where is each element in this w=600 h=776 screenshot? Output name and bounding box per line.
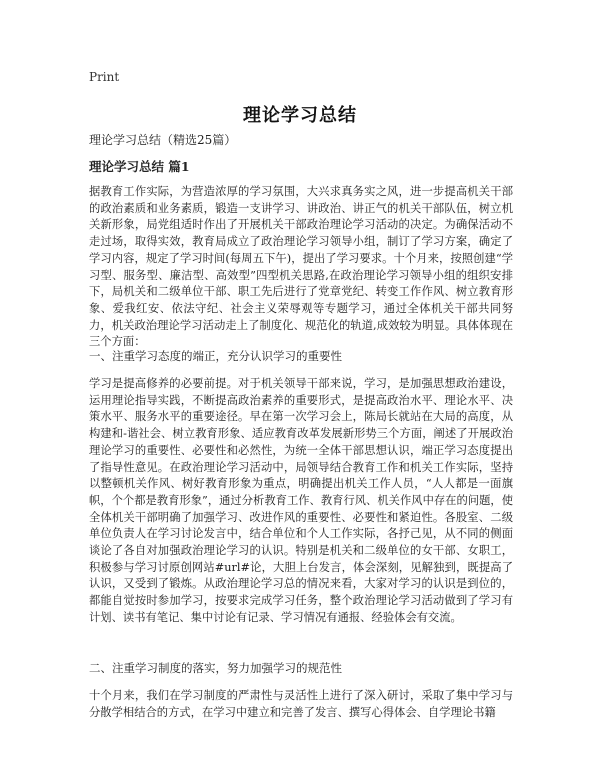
print-link[interactable]: Print [89, 70, 120, 84]
paragraph-intro: 据教育工作实际，为营造浓厚的学习氛围，大兴求真务实之风，进一步提高机关干部的政治素质和业务素质，锻造一支讲学习、讲政治、讲正气的机关干部队伍，树立机关新形象，局党组适时作出了开展机关干部政治理论学习活动的决定。为确保活动不走过场，取得实效，教育局成立了政治理论学习领导小组，制订了学习方案，确定了学习内容，规定了学习时间(每周五下午)，提出了学习要求。十个月来，按照创建“学习型、服务型、廉洁型、高效型”四型机关思路,在政治理论学习领导小组的组织安排下，局机关和二级单位干部、职工先后进行了党章党纪、转变工作作风、树立教育形象、爱我红安、依法守纪、社会主义荣辱观等专题学习，通过全体机关干部共同努力，机关政治理论学习活动走上了制度化、规范化的轨道,成效较为明显。具体体现在三个方面： [89, 185, 513, 349]
paragraph-attitude: 学习是提高修养的必要前提。对于机关领导干部来说，学习，是加强思想政治建设，运用理论指导实践，不断提高政治素养的重要形式，是提高政治水平、理论水平、决策水平、服务水平的重要途径。早在第一次学习会上，陈局长就站在大局的高度，从构建和-谐社会、树立教育形象、适应教育改革发展新形势三个方面，阐述了开展政治理论学习的重要性、必要性和必然性，为统一全体干部思想认识，端正学习态度提出了指导性意见。在政治理论学习活动中，局领导结合教育工作和机关工作实际，坚持以整顿机关作风、树好教育形象为重点，明确提出机关工作人员，“人人都是一面旗帜，个个都是教育形象”，通过分析教育工作、教育行风、机关作风中存在的问题，使全体机关干部明确了加强学习、改进作风的重要性、必要性和紧迫性。各股室、二级单位负责人在学习讨论发言中，结合单位和个人工作实际，各抒己见，从不同的侧面谈论了各自对加强政治理论学习的认识。特别是机关和二级单位的女干部、女职工，积极参与学习讨原创网站#url#论，大胆上台发言，体会深刻，见解独到，既提高了认识，又受到了锻炼。从政治理论学习总的情况来看，大家对学习的认识是到位的，都能自觉按时参加学习，按要求完成学习任务，整个政治理论学习活动做到了学习有计划、读书有笔记、集中讨论有记录、学习情况有通报、经验体会有交流。 [89, 377, 513, 624]
section-heading: 理论学习总结 篇1 [89, 159, 190, 174]
page-title: 理论学习总结 [243, 105, 357, 126]
subheading-one: 一、注重学习态度的端正，充分认识学习的重要性 [89, 349, 342, 363]
subheading-two: 二、注重学习制度的落实，努力加强学习的规范性 [89, 661, 342, 675]
document-subtitle: 理论学习总结（精选25篇） [89, 133, 237, 147]
paragraph-system: 十个月来，我们在学习制度的严肃性与灵活性上进行了深入研讨，采取了集中学习与分散学相结合的方式，在学习中建立和完善了发言、撰写心得体会、自学理论书籍 [89, 689, 513, 719]
